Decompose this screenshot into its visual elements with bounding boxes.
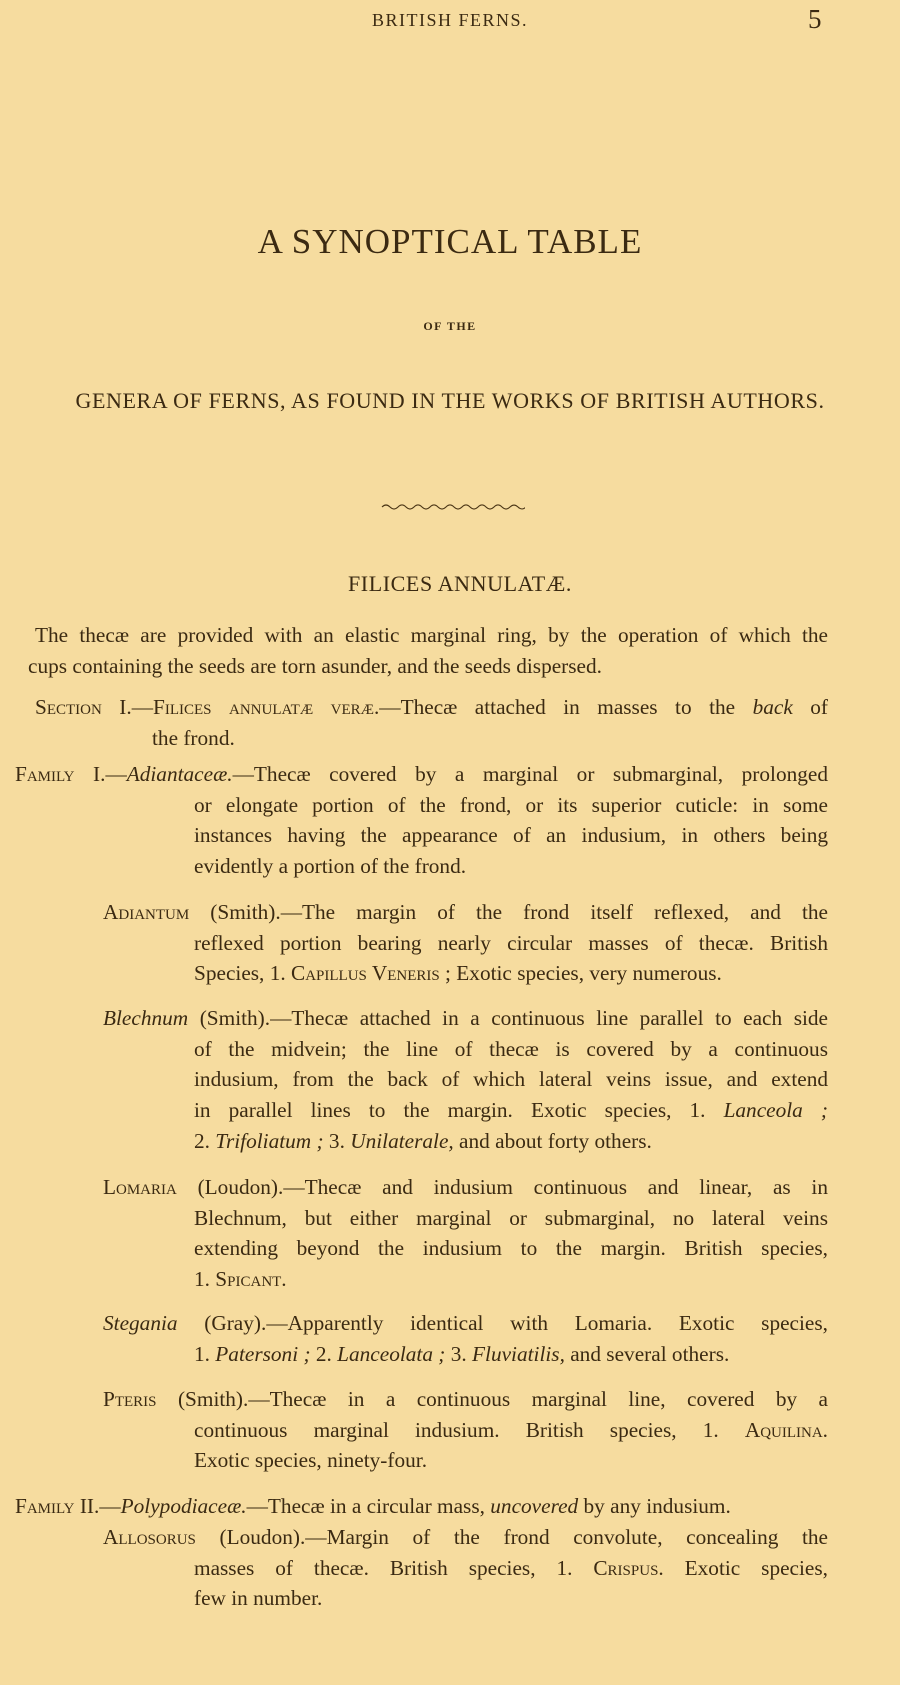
text-run: of <box>792 695 828 719</box>
text-run: Blechnum, but either marginal or submarginal, no lateral veins <box>194 1205 828 1230</box>
text-run: indusium, from the back of which lateral veins issue, and extend <box>194 1067 828 1092</box>
text-run: and several others. <box>564 1341 730 1366</box>
italic-term: Lanceolata ; <box>337 1341 446 1366</box>
text-run: in parallel lines to the margin. Exotic species, 1. <box>194 1098 724 1123</box>
italic-term: Lanceola ; <box>723 1098 828 1123</box>
small-caps-term: Pteris <box>103 1387 157 1411</box>
text-run: continuous marginal indusium. British species, 1. <box>194 1417 745 1442</box>
text-run: Exotic species, ninety-four. <box>194 1448 428 1473</box>
small-caps-term: Crispus. <box>593 1555 664 1580</box>
text-line <box>35 692 828 723</box>
adiantum-paragraph <box>103 897 828 989</box>
italic-term: Adiantaceæ. <box>126 762 233 786</box>
running-head: BRITISH FERNS. <box>371 10 529 30</box>
family-2-paragraph <box>15 1491 828 1522</box>
text-line <box>194 1553 828 1584</box>
text-line <box>194 1126 828 1157</box>
stegania-paragraph <box>103 1308 828 1369</box>
small-caps-term: Section I.—Filices annulatæ veræ. <box>35 695 380 719</box>
text-line <box>194 1095 828 1126</box>
text-line <box>103 1522 828 1553</box>
text-line <box>15 759 828 790</box>
text-line <box>152 723 828 754</box>
italic-term: Patersoni ; <box>215 1341 311 1366</box>
small-caps-term: Family I. <box>15 762 106 786</box>
small-caps-term: Aquilina. <box>744 1417 828 1442</box>
text-run: 3. <box>445 1341 473 1366</box>
text-line <box>103 897 828 928</box>
text-line <box>194 1264 828 1295</box>
text-run: The thecæ are provided with an elastic marginal ring, by the operation of which the <box>35 623 828 647</box>
text-line <box>103 1003 828 1034</box>
text-run: evidently a portion of the frond. <box>194 854 467 879</box>
text-run: 1. <box>194 1267 216 1292</box>
text-run: —Thecæ in a circular mass, <box>246 1494 491 1518</box>
text-line <box>28 620 828 651</box>
text-run: — <box>105 762 127 786</box>
text-line <box>103 1172 828 1203</box>
text-run: (Smith).—The margin of the frond itself reflexed, and the <box>189 900 828 924</box>
page-title: A SYNOPTICAL TABLE <box>257 222 643 261</box>
text-line <box>194 820 828 851</box>
text-run: the frond. <box>152 725 235 750</box>
small-caps-term: Lomaria <box>103 1175 177 1199</box>
small-caps-term: Adiantum <box>103 900 190 924</box>
italic-term: Trifoliatum ; <box>215 1128 324 1153</box>
text-run: masses of thecæ. British species, 1. <box>194 1555 594 1580</box>
text-run: —Thecæ covered by a marginal or submarginal, prolonged <box>232 762 828 786</box>
section-1-paragraph <box>35 692 828 753</box>
text-line <box>194 958 828 989</box>
text-run: Species, 1. <box>194 961 292 986</box>
text-line <box>194 928 828 959</box>
text-run: extending beyond the indusium to the margin. British species, <box>194 1236 828 1261</box>
text-run: ; Exotic species, very numerous. <box>439 961 722 986</box>
italic-term: Stegania <box>103 1311 178 1335</box>
text-run: —Thecæ attached in masses to the <box>379 695 753 719</box>
text-run: instances having the appearance of an indusium, in others being <box>194 823 828 848</box>
page-number: 5 <box>808 4 822 34</box>
text-run: 2. <box>194 1128 216 1153</box>
blechnum-paragraph <box>103 1003 828 1157</box>
small-caps-term: Spicant. <box>215 1267 287 1292</box>
small-caps-term: Family II. <box>15 1494 100 1518</box>
text-run: (Loudon).—Thecæ and indusium continuous and linear, as in <box>176 1175 828 1199</box>
family-1-paragraph <box>15 759 828 882</box>
text-run: (Smith).—Thecæ attached in a continuous line parallel to each side <box>188 1006 828 1030</box>
class-heading: FILICES ANNULATÆ. <box>347 571 573 596</box>
text-run: (Loudon).—Margin of the frond convolute, concealing the <box>195 1525 828 1549</box>
text-run: cups containing the seeds are torn asunder, and the seeds dispersed. <box>28 653 602 678</box>
italic-term: Fluviatilis, <box>472 1341 565 1366</box>
text-line <box>194 1034 828 1065</box>
subtitle: GENERA OF FERNS, AS FOUND IN THE WORKS OF BRITISH AUTHORS. <box>75 388 825 413</box>
text-line <box>194 1064 828 1095</box>
text-line <box>194 1339 828 1370</box>
text-run: by any indusium. <box>578 1494 731 1518</box>
text-line <box>194 790 828 821</box>
italic-term: Blechnum <box>103 1006 189 1030</box>
text-run: few in number. <box>194 1586 323 1611</box>
text-run: — <box>99 1494 121 1518</box>
text-run: 3. <box>323 1128 351 1153</box>
text-run: reflexed portion bearing nearly circular masses of thecæ. British <box>194 930 828 955</box>
text-run: of the midvein; the line of thecæ is covered by a continuous <box>194 1036 828 1061</box>
italic-term: Unilaterale, <box>350 1128 454 1153</box>
small-caps-term: Capillus Veneris <box>291 961 440 986</box>
text-line <box>28 651 828 682</box>
text-line <box>194 851 828 882</box>
pteris-paragraph <box>103 1384 828 1476</box>
text-run: (Smith).—Thecæ in a continuous marginal line, covered by a <box>156 1387 828 1411</box>
italic-term: uncovered <box>490 1494 579 1518</box>
text-line <box>194 1583 828 1614</box>
text-line <box>103 1308 828 1339</box>
italic-term: Polypodiaceæ. <box>120 1494 247 1518</box>
ornament-rule-icon <box>380 500 525 514</box>
text-line <box>194 1203 828 1234</box>
text-line <box>194 1415 828 1446</box>
text-run: or elongate portion of the frond, or its superior cuticle: in some <box>194 792 828 817</box>
allosorus-paragraph <box>103 1522 828 1614</box>
small-caps-term: Allosorus <box>103 1525 196 1549</box>
text-run: 1. <box>194 1341 216 1366</box>
intro-paragraph <box>28 620 828 681</box>
text-line <box>194 1233 828 1264</box>
text-line <box>194 1445 828 1476</box>
italic-term: back <box>752 695 793 719</box>
title-connector: OF THE <box>423 319 477 333</box>
lomaria-paragraph <box>103 1172 828 1295</box>
text-run: Exotic species, <box>663 1555 828 1580</box>
text-run: 2. <box>310 1341 338 1366</box>
text-line <box>103 1384 828 1415</box>
text-run: (Gray).—Apparently identical with Lomaria. Exotic species, <box>177 1311 828 1335</box>
text-run: and about forty others. <box>453 1128 652 1153</box>
text-line <box>15 1491 828 1522</box>
